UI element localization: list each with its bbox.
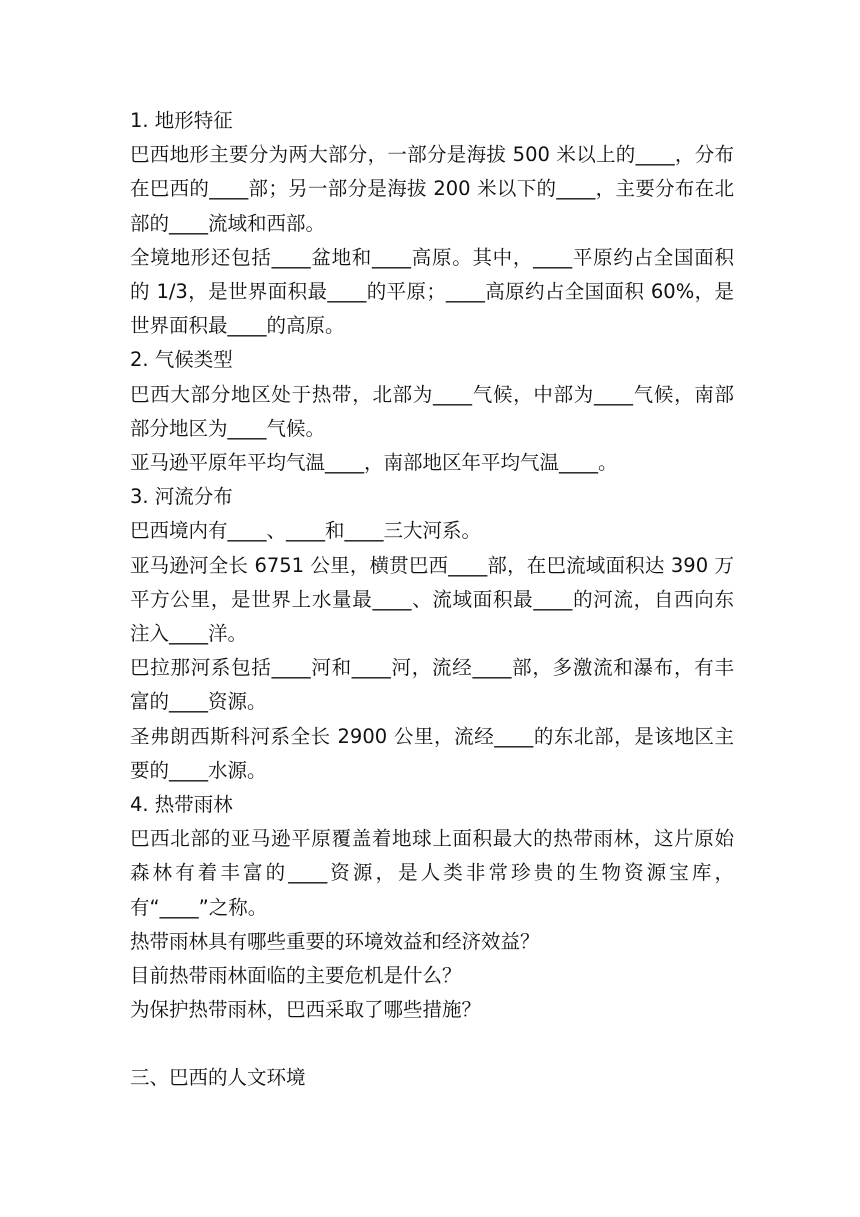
rivers-paragraph-2: 亚马逊河全长 6751 公里，横贯巴西____部，在巴流域面积达 390 万平方公里，是世界上水量最____、流域面积最____的河流，自西向东注入____洋。 <box>130 553 734 646</box>
rivers-paragraph-4: 圣弗朗西斯科河系全长 2900 公里，流经____的东北部，是该地区主要的____水源。 <box>130 724 734 782</box>
section-title: 三、巴西的人文环境 <box>130 1066 306 1090</box>
rivers-paragraph-3: 巴拉那河系包括____河和____河，流经____部，多激流和瀑布，有丰富的____资源。 <box>130 656 734 714</box>
climate-paragraph-2: 亚马逊平原年平均气温____，南部地区年平均气温____。 <box>130 451 618 475</box>
rivers-heading: 3. 河流分布 <box>130 485 233 509</box>
rainforest-question-2: 目前热带雨林面临的主要危机是什么？ <box>130 964 462 988</box>
rainforest-question-1: 热带雨林具有哪些重要的环境效益和经济效益？ <box>130 929 540 953</box>
terrain-paragraph-1: 巴西地形主要分为两大部分，一部分是海拔 500 米以上的____，分布在巴西的____部；另一部分是海拔 200 米以下的____，主要分布在北部的____流域和西部。 <box>130 143 734 235</box>
document-body <box>130 104 734 1096</box>
section-spacer <box>130 1027 734 1061</box>
rainforest-paragraph-1: 巴西北部的亚马逊平原覆盖着地球上面积最大的热带雨林，这片原始森林有着丰富的____资源，是人类非常珍贵的生物资源宝库，有“____”之称。 <box>130 827 734 919</box>
rainforest-question-3: 为保护热带雨林，巴西采取了哪些措施？ <box>130 998 482 1022</box>
rainforest-heading: 4. 热带雨林 <box>130 793 233 817</box>
terrain-heading: 1. 地形特征 <box>130 109 233 132</box>
climate-heading: 2. 气候类型 <box>130 348 233 372</box>
rivers-paragraph-1: 巴西境内有____、____和____三大河系。 <box>130 519 482 543</box>
terrain-paragraph-2: 全境地形还包括____盆地和____高原。其中，____平原约占全国面积的 1/3，是世界面积最____的平原；____高原约占全国面积 60%，是世界面积最____的高原。 <box>130 245 734 338</box>
climate-paragraph-1: 巴西大部分地区处于热带，北部为____气候，中部为____气候，南部部分地区为____气候。 <box>130 382 734 440</box>
